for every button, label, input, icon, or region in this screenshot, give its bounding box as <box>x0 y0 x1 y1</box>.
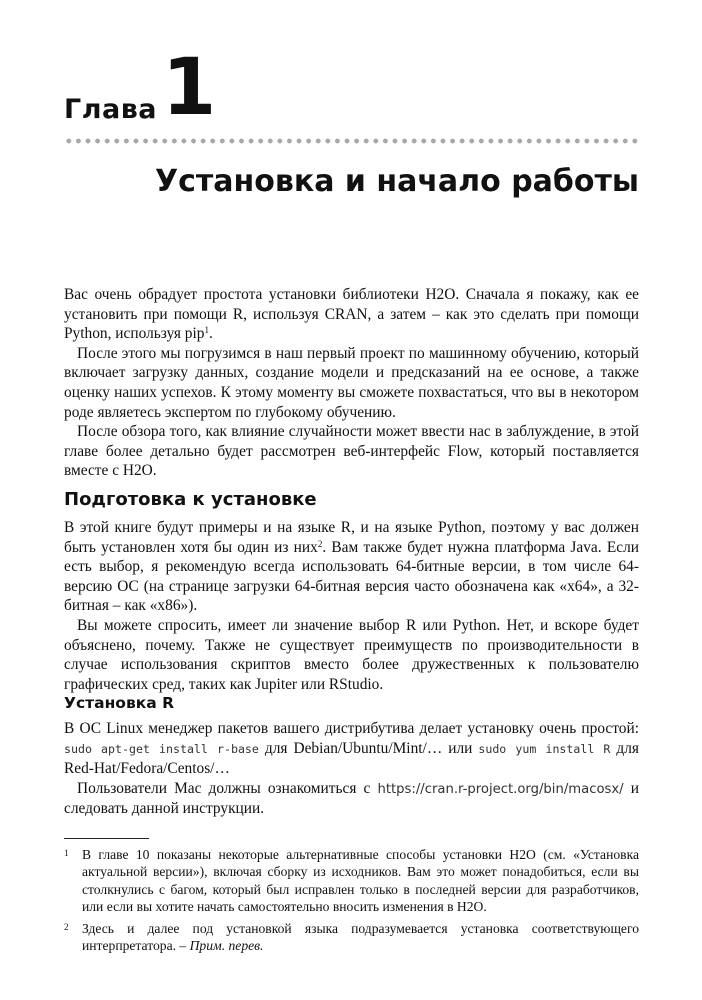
prep-paragraph-2: Вы можете спросить, имеет ли значение выбор R или Python. Нет, и вскоре будет объяснено, почему. Также не существует преимуществ по производительности в случае использования скриптов вместо более дружественных к пользователю графических сред, таких как Jupiter или RStudio. <box>64 616 639 693</box>
footnotes <box>64 846 639 958</box>
intro-paragraph-1: Вас очень обрадует простота установки библиотеки H2O. Сначала я покажу, как ее установить при помощи R, используя CRAN, а затем – как это сделать при помощи Python, используя pip$^1$. <box>64 286 639 343</box>
dotted-divider <box>64 137 639 145</box>
install-r-paragraph-2: Пользователи Mac должны ознакомиться с https://cran.r-project.org/bin/macosx/ и следовать данной инструкции. <box>64 779 639 818</box>
code-yum: sudo yum install R <box>478 741 611 756</box>
chapter-label: Глава <box>64 94 158 125</box>
intro-paragraph-3: После обзора того, как влияние случайности может ввести нас в заблуждение, в этой главе более детально будет рассмотрен веб-интерфейс Flow, который поставляется вместе с H2O. <box>64 423 639 480</box>
intro-paragraph-2: После этого мы погрузимся в наш первый проект по машинному обучению, который включает загрузку данных, создание модели и предсказаний на ее основе, а также оценку наших успехов. К этому моменту вы сможете похвастаться, что вы в некотором роде являетесь экспертом по глубокому обучению. <box>64 344 639 421</box>
section-heading-install-r: Установка R <box>64 694 175 712</box>
footnote-mark-2: 2 <box>64 921 69 932</box>
install-r-paragraph-1: В ОС Linux менеджер пакетов вашего дистрибутива делает установку очень простой: sudo apt-get install r-base для Debian/Ubuntu/Mint/… или sudo yum install R для Red-Hat/Fedora/Centos/… <box>64 720 639 778</box>
chapter-heading <box>64 43 639 133</box>
footnote-2 <box>64 920 639 955</box>
footnote-separator <box>64 838 149 839</box>
cran-macosx-link[interactable]: https://cran.r-project.org/bin/macosx/ <box>377 781 624 797</box>
footnote-1 <box>64 846 639 916</box>
footnote-ref-2: 2 <box>317 538 323 549</box>
footnote-mark-1: 1 <box>64 848 69 858</box>
install-r-text <box>64 719 639 819</box>
section-heading-prep: Подготовка к установке <box>64 489 317 510</box>
intro-text <box>64 285 639 481</box>
footnote-ref-1: 1 <box>204 325 209 336</box>
chapter-title: Установка и начало работы <box>154 164 639 199</box>
footnote-text-1: В главе 10 показаны некоторые альтернативные способы установки H2O (см. «Установка актуальной версии»), включая сборку из исходников. Вам это может понадобиться, если вы столкнулись с багом, который был исправлен только в последней версии для разработчиков, или если вы хотите начать самостоятельно вносить изменения в H2O. <box>82 847 639 915</box>
prep-text <box>64 518 639 694</box>
prep-paragraph-1: В этой книге будут примеры и на языке R, и на языке Python, поэтому у вас должен быть установлен хотя бы один из них$^2$. Вам также будет нужна платформа Java. Если есть выбор, я рекомендую всегда использовать 64-битные версии, в том числе 64-версию ОС (на странице загрузки 64-битная версия часто обозначена как «x64», а 32-битная – как «x86»). <box>64 519 639 615</box>
chapter-number: 1 <box>162 43 217 133</box>
translator-note: Прим. перев. <box>189 938 264 954</box>
footnote-text-2: Здесь и далее под установкой языка подразумевается установка соответствующего интерпретатора. – Прим. перев. <box>82 920 639 954</box>
code-apt-get: sudo apt-get install r-base <box>64 741 259 756</box>
